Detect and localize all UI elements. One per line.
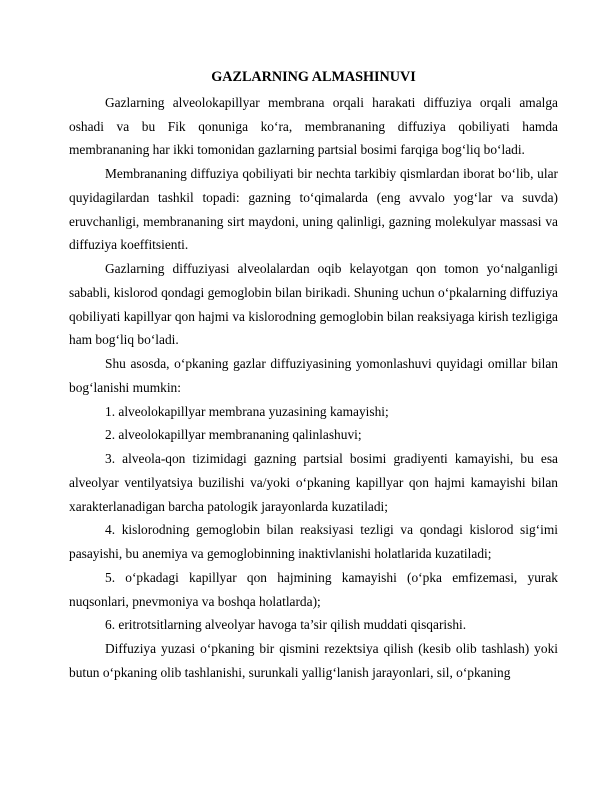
paragraph-hemoglobin: Gazlarning diffuziyasi alveolalardan oqib kelayotgan qon tomon yo‘nalganligi sababli, kislorod qondagi gemoglobin bilan birikadi. Shuning uchun o‘pkalarning diffuziya qobiliyati kapillyar qon hajmi va kislorodning gemoglobin bilan reaksiyaga kirish tezligiga ham bog‘liq bo‘ladi. xyxy=(69,261,558,348)
list-item: 5. o‘pkadagi kapillyar qon hajmining kamayishi (o‘pka emfizemasi, yurak nuqsonlari, pnevmoniya va boshqa holatlarda); xyxy=(69,569,558,609)
paragraph-factors-intro: Shu asosda, o‘pkaning gazlar diffuziyasining yomonlashuvi quyidagi omillar bilan bog‘lanishi mumkin: xyxy=(69,356,558,395)
list-item: 4. kislorodning gemoglobin bilan reaksiyasi tezligi va qondagi kislorod sig‘imi pasayishi, bu anemiya va gemoglobinning inaktivlanishi holatlarida kuzatiladi; xyxy=(69,522,558,561)
list-item: 6. eritrotsitlarning alveolyar havoga ta’sir qilish muddati qisqarishi. xyxy=(105,617,467,633)
document-title: GAZLARNING ALMASHINUVI xyxy=(211,69,416,85)
paragraph-membrane-capacity: Membrananing diffuziya qobiliyati bir nechta tarkibiy qismlardan iborat bo‘lib, ular quyidagilardan tashkil topadi: gazning to‘qimalarda (eng avvalo yog‘lar va suvda) eruvchanligi, membrananing sirt maydoni, uning qalinligi, gazning molekulyar massasi va diffuziya koeffitsienti. xyxy=(69,166,558,253)
paragraph-diffusion-intro: Gazlarning alveolokapillyar membrana orqali harakati diffuziya orqali amalga oshadi va bu Fik qonuniga ko‘ra, membrananing diffuziya qobiliyati hamda membrananing har ikki tomonidan gazlarning partsial bosimi farqiga bog‘liq bo‘ladi. xyxy=(69,94,558,158)
list-item: 2. alveolokapillyar membrananing qalinlashuvi; xyxy=(105,427,362,443)
list-item: 3. alveola-qon tizimidagi gazning partsial bosimi gradiyenti kamayishi, bu esa alveolyar ventilyatsiya buzilishi va/yoki o‘pkaning kapillyar qon hajmi kamayishi bilan xarakterlanadigan barcha patologik jarayonlarda kuzatiladi; xyxy=(69,451,558,514)
document-page xyxy=(69,66,558,685)
list-item: 1. alveolokapillyar membrana yuzasining kamayishi; xyxy=(105,403,389,419)
paragraph-closing: Diffuziya yuzasi o‘pkaning bir qismini rezektsiya qilish (kesib olib tashlash) yoki butun o‘pkaning olib tashlanishi, surunkali yallig‘lanish jarayonlari, sil, o‘pkaning xyxy=(69,641,558,680)
